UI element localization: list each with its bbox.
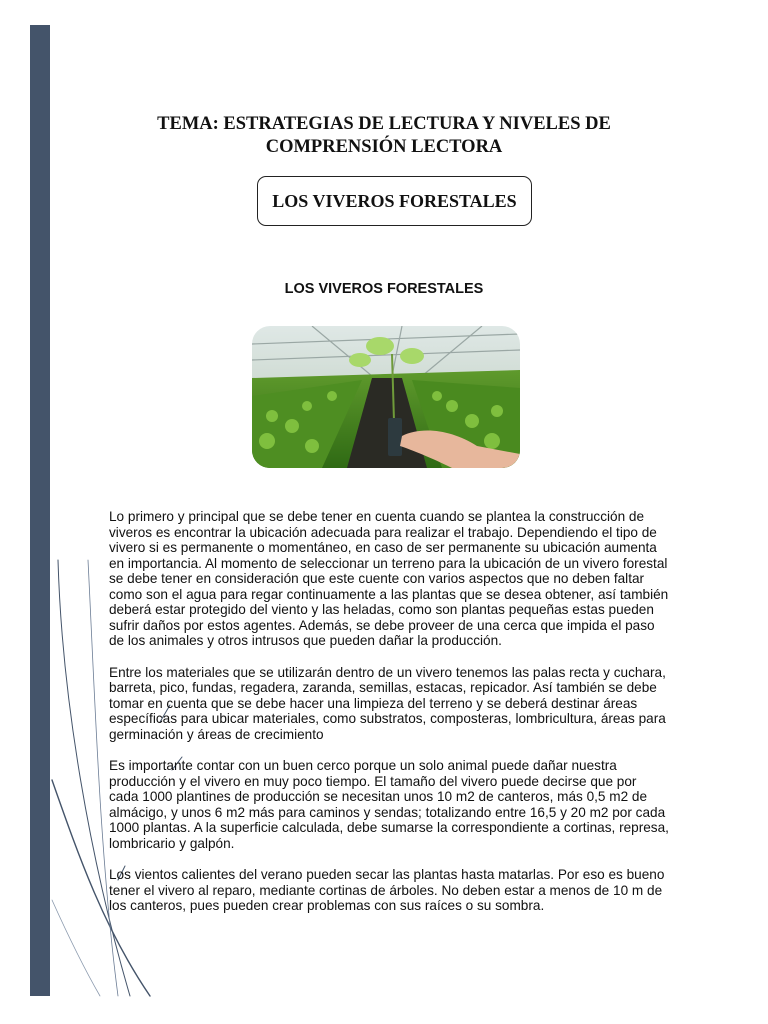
section-subheading: LOS VIVEROS FORESTALES xyxy=(284,281,484,297)
boxed-heading: LOS VIVEROS FORESTALES xyxy=(257,176,532,226)
paragraph: Lo primero y principal que se debe tener en cuenta cuando se plantea la construcción de viveros es encontrar la ubicación adecuada para realizar el trabajo. Dependiendo el tipo de vivero si es permanente o momentáneo, en caso de ser permanente su ubicación aumenta en importancia. Al momento de seleccionar un terreno para la ubicación de un vivero forestal se debe tener en consideración que este cuente con varios aspectos que no deben faltar como son el agua para regar continuamente a las plantas que se desea obtener, así también deberá estar protegido del viento y las heladas, como son plantas pequeñas estas pueden sufrir daños por estos agentes. Además, se debe proveer de una cerca que impida el paso de los animales y otros intrusos que pueden dañar la producción. xyxy=(109,509,669,648)
paragraph: Entre los materiales que se utilizarán dentro de un vivero tenemos las palas recta y cuchara, barreta, pico, fundas, regadera, zaranda, semillas, estacas, repicador. Así también se debe tomar en cuenta que se debe hacer una limpieza del terreno y se deberá destinar áreas específicas para ubicar materiales, como substratos, composteras, lombricultura, áreas para germinación y áreas de crecimiento xyxy=(109,664,666,742)
nursery-photo-illustration xyxy=(252,326,520,468)
title-line-1: TEMA: ESTRATEGIAS DE LECTURA Y NIVELES DE xyxy=(157,114,611,134)
title-line-2: COMPRENSIÓN LECTORA xyxy=(265,137,503,157)
body-text xyxy=(109,509,669,930)
paragraph: Los vientos calientes del verano pueden secar las plantas hasta matarlas. Por eso es bueno tener el vivero al reparo, mediante cortinas de árboles. No deben estar a menos de 10 m de los canteros, pues pueden crear problemas con sus raíces o su sombra. xyxy=(109,867,665,913)
document-title xyxy=(0,113,768,159)
paragraph: Es importante contar con un buen cerco porque un solo animal puede dañar nuestra producción y el vivero en muy poco tiempo. El tamaño del vivero puede decirse que por cada 1000 plantines de producción se necesitan unos 10 m2 de canteros, más 0,5 m2 de almácigo, y unos 6 m2 más para caminos y sendas; totalizando entre 16,5 y 20 m2 por cada 1000 plantas. A la superficie calculada, debe sumarse la correspondiente a cortinas, represa, lombricario y galpón. xyxy=(109,758,669,851)
nursery-photo xyxy=(252,326,520,468)
